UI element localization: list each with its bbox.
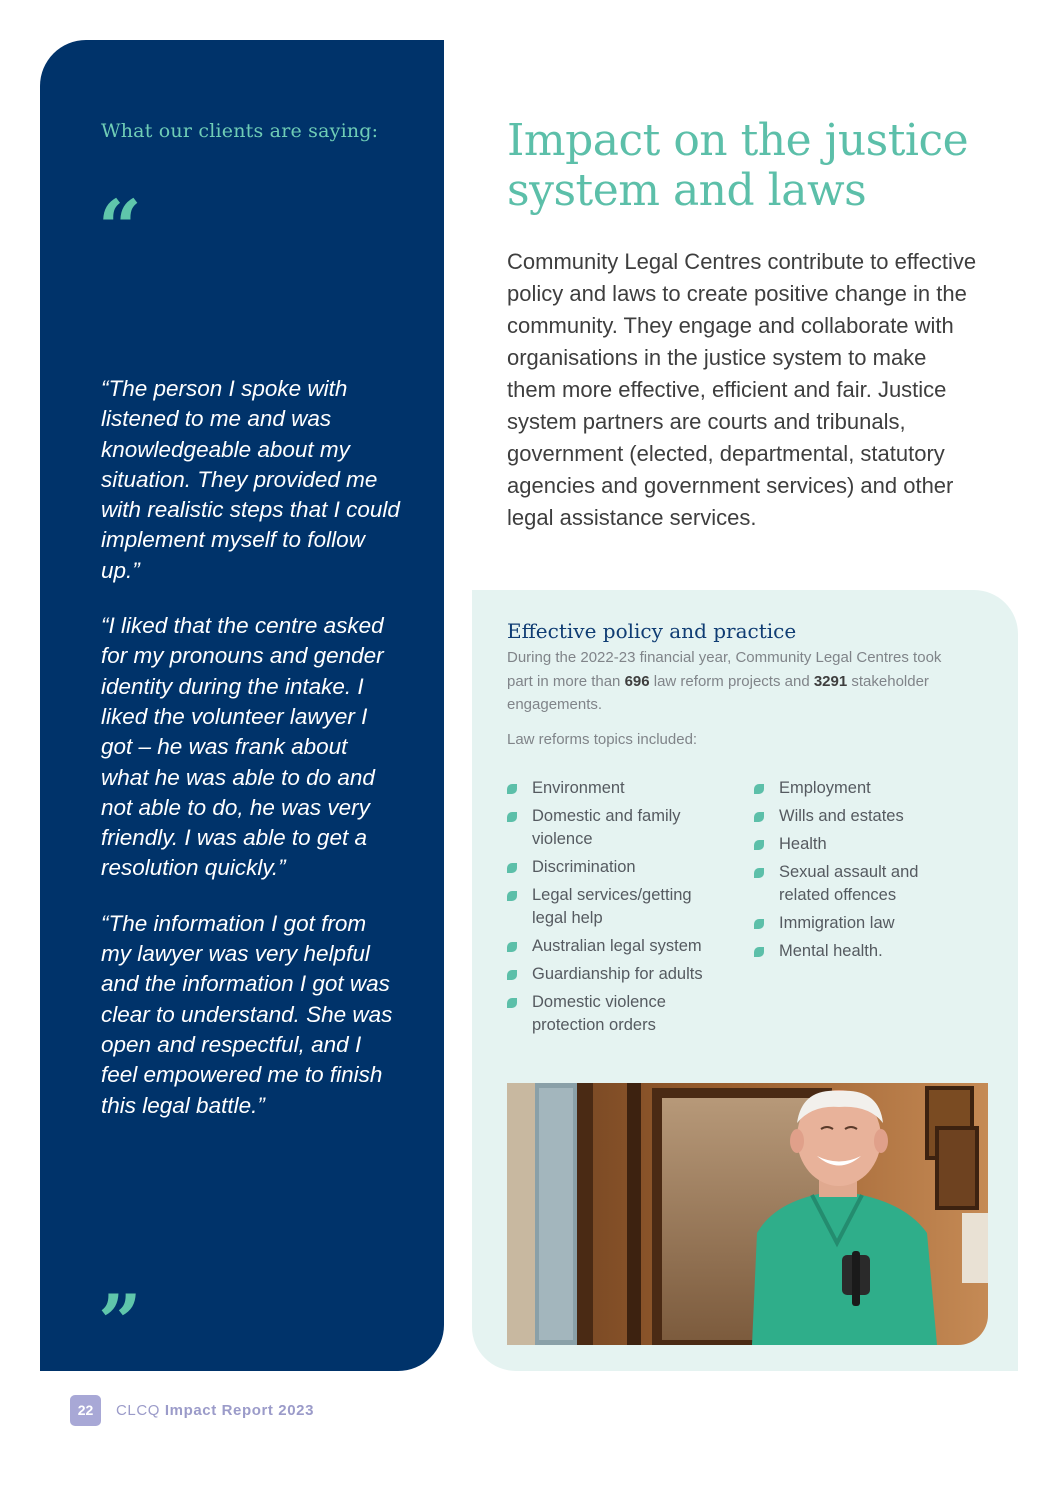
page-title: Impact on the justice system and laws — [507, 115, 969, 216]
policy-summary — [507, 646, 967, 717]
footer-brand-prefix: CLCQ — [116, 1402, 161, 1419]
bullet-icon — [507, 863, 517, 873]
bullet-icon — [507, 891, 517, 901]
topic-label: Domestic and family violence — [532, 807, 681, 848]
list-item — [507, 935, 722, 958]
client-photo — [507, 1083, 988, 1345]
list-item — [754, 833, 969, 856]
list-item — [754, 805, 969, 828]
intro-paragraph: Community Legal Centres contribute to effective policy and laws to create positive change in the community. They engage and collaborate with organisations in the justice system to make them more effective, efficient and fair. Justice system partners are courts and tribunals, government (elected, departmental, statutory agencies and government services) and other legal assistance services. — [507, 249, 977, 530]
testimonial-heading: What our clients are saying: — [101, 120, 379, 142]
topic-label: Domestic violence protection orders — [532, 993, 666, 1034]
topic-label: Legal services/getting legal help — [532, 886, 692, 927]
bullet-icon — [507, 998, 517, 1008]
close-quote-icon: ” — [98, 1278, 142, 1367]
topic-label: Employment — [779, 779, 871, 797]
testimonial-quote: “The person I spoke with listened to me and was knowledgeable about my situation. They provided me with realistic steps that I could implement myself to follow up.” — [101, 376, 400, 583]
topics-label: Law reforms topics included: — [507, 731, 698, 748]
list-item — [507, 963, 722, 986]
footer-brand-title: Impact Report 2023 — [164, 1402, 315, 1419]
topic-list-left — [507, 777, 722, 1042]
list-item — [754, 777, 969, 800]
topic-label: Discrimination — [532, 858, 636, 876]
bullet-icon — [754, 919, 764, 929]
testimonial-quote: “I liked that the centre asked for my pronouns and gender identity during the intake. I liked the volunteer lawyer I got – he was frank about what he was able to do and not able to do, he was very friendly. I was able to get a resolution quickly.” — [101, 613, 384, 881]
list-item — [754, 940, 969, 963]
testimonial-quote: “The information I got from my lawyer was very helpful and the information I got was clear to understand. She was open and respectful, and I feel empowered me to finish this legal battle.” — [101, 910, 393, 1118]
policy-summary-text: law reform projects and — [649, 672, 814, 690]
topic-label: Immigration law — [779, 914, 895, 932]
list-item — [507, 991, 722, 1037]
topic-label: Guardianship for adults — [532, 965, 703, 983]
topic-label: Sexual assault and related offences — [779, 863, 919, 904]
topic-label: Wills and estates — [779, 807, 904, 825]
topic-list-right — [754, 777, 969, 968]
bullet-icon — [507, 812, 517, 822]
list-item — [754, 861, 969, 907]
list-item — [507, 805, 722, 851]
bullet-icon — [507, 784, 517, 794]
bullet-icon — [507, 942, 517, 952]
policy-summary-text: During the 2022-23 financial year, Community Legal Centres took part in more than — [507, 649, 942, 690]
page-number: 22 — [70, 1395, 101, 1426]
bullet-icon — [754, 840, 764, 850]
open-quote-icon: “ — [98, 183, 142, 272]
list-item — [507, 884, 722, 930]
bullet-icon — [754, 868, 764, 878]
topic-label: Health — [779, 835, 827, 853]
bullet-icon — [507, 970, 517, 980]
topic-label: Mental health. — [779, 942, 883, 960]
bullet-icon — [754, 784, 764, 794]
law-reform-count: 696 — [624, 672, 650, 690]
footer-brand — [116, 1402, 314, 1419]
policy-heading: Effective policy and practice — [507, 619, 797, 643]
testimonial-list — [101, 374, 401, 1146]
stakeholder-count: 3291 — [813, 672, 848, 690]
topic-label: Australian legal system — [532, 937, 702, 955]
list-item — [754, 912, 969, 935]
list-item — [507, 856, 722, 879]
topic-label: Environment — [532, 779, 625, 797]
bullet-icon — [754, 947, 764, 957]
policy-summary-text: stakeholder engagements. — [507, 672, 929, 713]
bullet-icon — [754, 812, 764, 822]
client-photo-illustration — [507, 1083, 988, 1345]
list-item — [507, 777, 722, 800]
